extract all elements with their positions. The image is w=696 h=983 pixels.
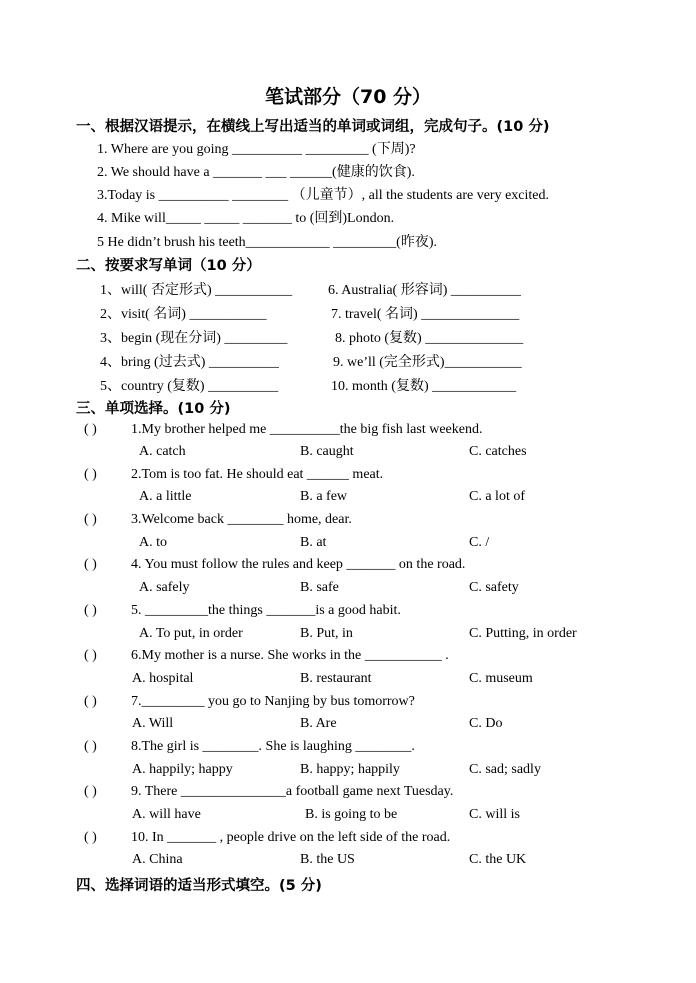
word-question: 4、bring (过去式) __________ — [100, 355, 279, 370]
option-a: A. catch — [139, 444, 186, 459]
mc-question: 1.My brother helped me __________the big fish last weekend. — [131, 422, 483, 437]
option-c: C. will is — [469, 807, 520, 822]
option-b: B. is going to be — [305, 807, 398, 822]
word-question: 1、will( 否定形式) ___________ — [100, 283, 293, 298]
mc-question: 3.Welcome back ________ home, dear. — [131, 512, 352, 527]
option-b: B. safe — [300, 580, 339, 595]
answer-blank[interactable]: ( ) — [84, 603, 97, 618]
option-a: A. hospital — [132, 671, 194, 686]
option-a: A. a little — [139, 489, 192, 504]
option-c: C. Do — [469, 716, 503, 731]
option-c: C. museum — [469, 671, 533, 686]
option-a: A. China — [132, 852, 183, 867]
option-b: B. restaurant — [300, 671, 372, 686]
section1-line: 1. Where are you going __________ _________ (下周)? — [97, 142, 416, 157]
answer-blank[interactable]: ( ) — [84, 422, 97, 437]
answer-blank[interactable]: ( ) — [84, 739, 97, 754]
option-c: C. the UK — [469, 852, 527, 867]
word-question: 2、visit( 名词) ___________ — [100, 307, 267, 322]
option-a: A. will have — [132, 807, 201, 822]
section1-line: 2. We should have a _______ ___ ______(健康的饮食). — [97, 165, 415, 180]
word-question: 3、begin (现在分词) _________ — [100, 331, 288, 346]
word-question: 5、country (复数) __________ — [100, 379, 279, 394]
mc-question: 8.The girl is ________. She is laughing ________. — [131, 739, 415, 754]
option-c: C. a lot of — [469, 489, 525, 504]
option-b: B. caught — [300, 444, 354, 459]
page-title: 笔试部分（70 分） — [264, 86, 432, 108]
mc-question: 10. In _______ , people drive on the left side of the road. — [131, 830, 451, 845]
mc-question: 4. You must follow the rules and keep _______ on the road. — [131, 557, 466, 572]
section1-line: 3.Today is __________ ________ （儿童节）, all the students are very excited. — [97, 188, 549, 203]
option-a: A. To put, in order — [139, 626, 243, 641]
option-b: B. happy; happily — [300, 762, 400, 777]
mc-question: 6.My mother is a nurse. She works in the ___________ . — [131, 648, 449, 663]
section1-heading: 一、根据汉语提示，在横线上写出适当的单词或词组，完成句子。(10 分) — [76, 119, 550, 135]
section1-line: 4. Mike will_____ _____ _______ to (回到)London. — [97, 211, 395, 226]
option-a: A. to — [139, 535, 167, 550]
section3-heading: 三、单项选择。(10 分) — [76, 401, 231, 417]
option-a: A. safely — [139, 580, 190, 595]
option-c: C. catches — [469, 444, 527, 459]
section2-heading: 二、按要求写单词（10 分） — [76, 258, 261, 274]
section4-heading: 四、选择词语的适当形式填空。(5 分) — [76, 878, 322, 894]
answer-blank[interactable]: ( ) — [84, 467, 97, 482]
option-b: B. a few — [300, 489, 348, 504]
mc-question: 7._________ you go to Nanjing by bus tomorrow? — [131, 694, 415, 709]
option-c: C. Putting, in order — [469, 626, 577, 641]
option-c: C. safety — [469, 580, 519, 595]
mc-question: 2.Tom is too fat. He should eat ______ meat. — [131, 467, 384, 482]
answer-blank[interactable]: ( ) — [84, 557, 97, 572]
answer-blank[interactable]: ( ) — [84, 830, 97, 845]
section1-line: 5 He didn’t brush his teeth____________ _________(昨夜). — [97, 235, 437, 250]
word-question: 9. we’ll (完全形式)___________ — [333, 355, 522, 370]
option-b: B. the US — [300, 852, 355, 867]
option-c: C. / — [469, 535, 490, 550]
option-a: A. happily; happy — [132, 762, 233, 777]
word-question: 6. Australia( 形容词) __________ — [328, 283, 521, 298]
option-b: B. at — [300, 535, 327, 550]
mc-question: 5. _________the things _______is a good habit. — [131, 603, 401, 618]
answer-blank[interactable]: ( ) — [84, 512, 97, 527]
mc-question: 9. There _______________a football game next Tuesday. — [131, 784, 454, 799]
word-question: 10. month (复数) ____________ — [331, 379, 517, 394]
word-question: 8. photo (复数) ______________ — [335, 331, 524, 346]
answer-blank[interactable]: ( ) — [84, 694, 97, 709]
option-a: A. Will — [132, 716, 174, 731]
answer-blank[interactable]: ( ) — [84, 648, 97, 663]
word-question: 7. travel( 名词) ______________ — [331, 307, 520, 322]
answer-blank[interactable]: ( ) — [84, 784, 97, 799]
option-c: C. sad; sadly — [469, 762, 541, 777]
option-b: B. Put, in — [300, 626, 353, 641]
option-b: B. Are — [300, 716, 337, 731]
